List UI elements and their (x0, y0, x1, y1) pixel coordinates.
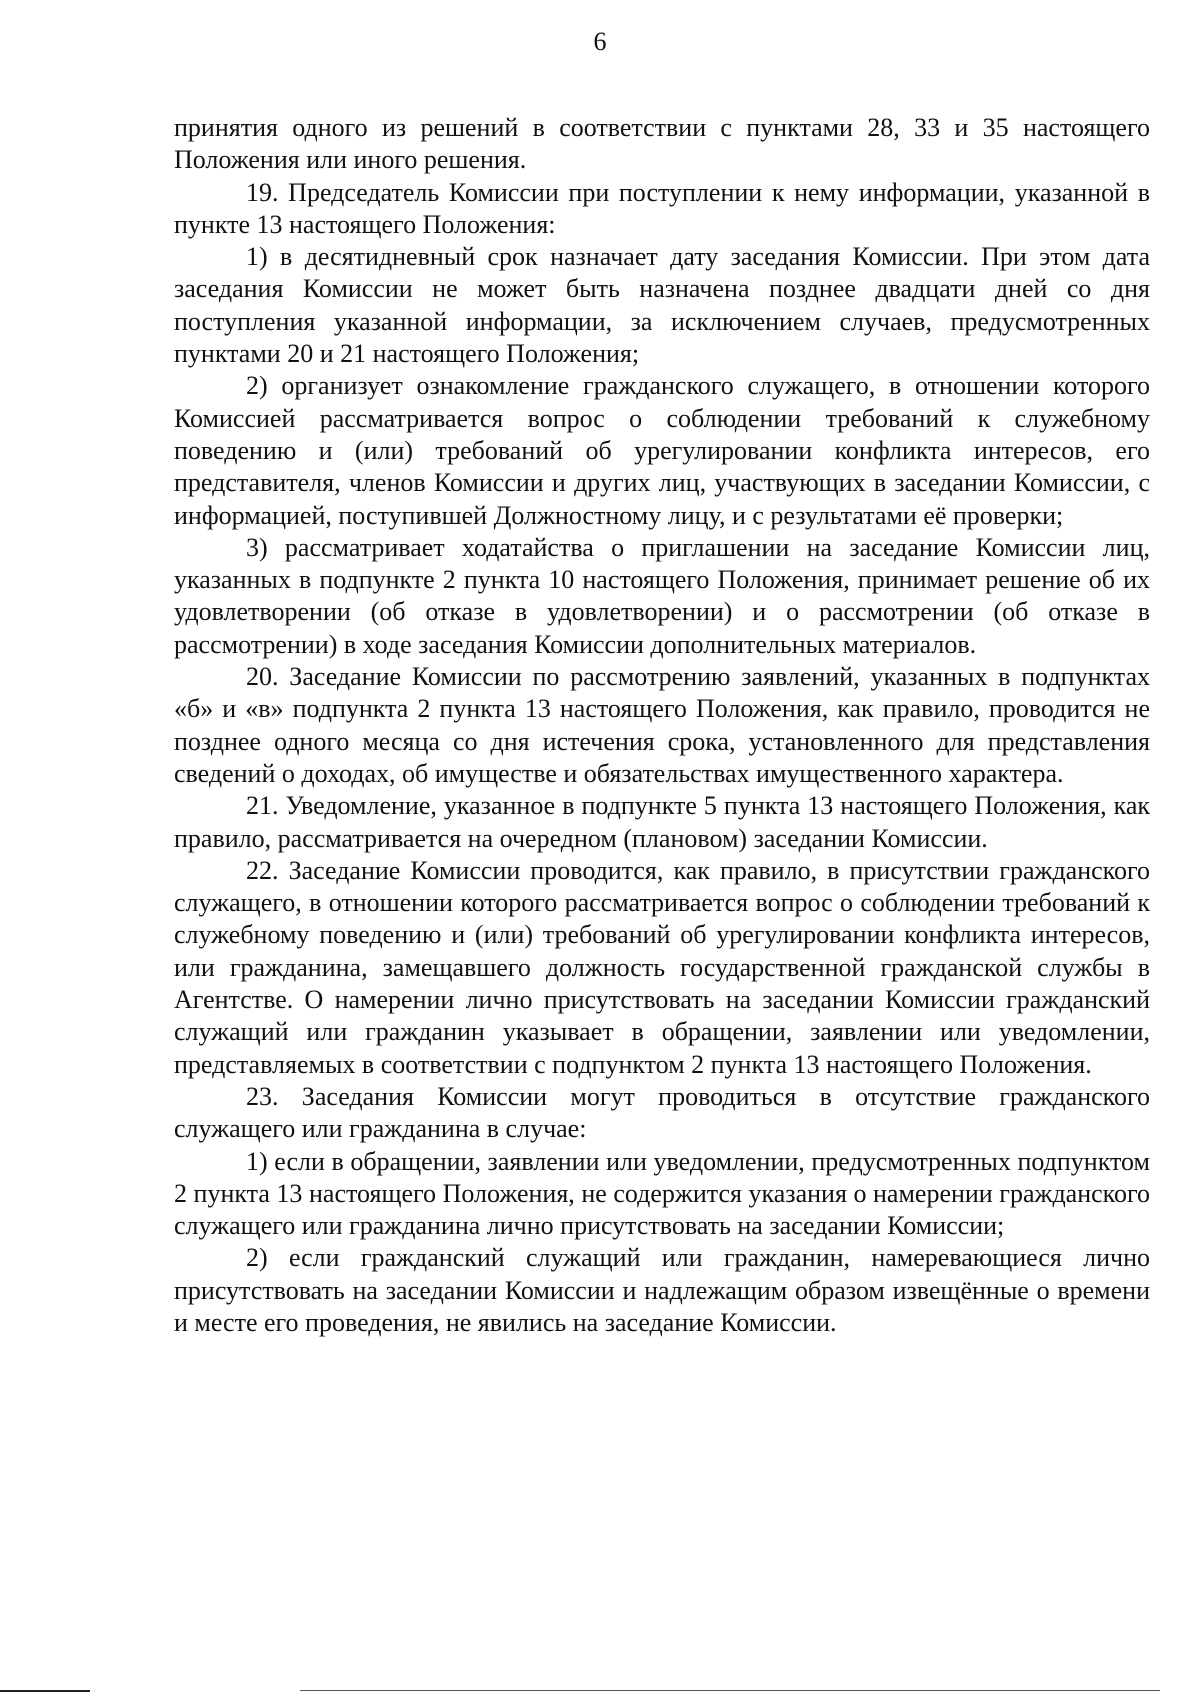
paragraph-20: 20. Заседание Комиссии по рассмотрению заявлений, указанных в подпунктах «б» и «в» подпункта 2 пункта 13 настоящего Положения, как правило, проводится не позднее одного месяца со дня истечения срока, установленного для представления сведений о доходах, об имуществе и обязательствах имущественного характера. (174, 662, 1150, 788)
document-body (174, 112, 1150, 1339)
paragraph-19-1: 1) в десятидневный срок назначает дату заседания Комиссии. При этом дата заседания Комиссии не может быть назначена позднее двадцати дней со дня поступления указанной информации, за исключением случаев, предусмотренных пунктами 20 и 21 настоящего Положения; (174, 242, 1150, 369)
paragraph-21: 21. Уведомление, указанное в подпункте 5 пункта 13 настоящего Положения, как правило, рассматривается на очередном (плановом) заседании Комиссии. (174, 791, 1150, 853)
paragraph-19: 19. Председатель Комиссии при поступлении к нему информации, указанной в пункте 13 настоящего Положения: (174, 177, 1150, 239)
paragraph-19-3: 3) рассматривает ходатайства о приглашении на заседание Комиссии лиц, указанных в подпункте 2 пункта 10 настоящего Положения, принимает решение об их удовлетворении (об отказе в удовлетворении) и о рассмотрении (об отказе в рассмотрении) в ходе заседания Комиссии дополнительных материалов. (174, 532, 1150, 659)
paragraph-continuation: принятия одного из решений в соответствии с пунктами 28, 33 и 35 настоящего Положения или иного решения. (174, 113, 1150, 175)
paragraph-19-2: 2) организует ознакомление гражданского служащего, в отношении которого Комиссией рассматривается вопрос о соблюдении требований к служебному поведению и (или) требований об урегулировании конфликта интересов, его представителя, членов Комиссии и других лиц, участвующих в заседании Комиссии, с информацией, поступившей Должностному лицу, и с результатами её проверки; (174, 371, 1150, 530)
scan-artifact-line (300, 1690, 1160, 1691)
paragraph-23: 23. Заседания Комиссии могут проводиться в отсутствие гражданского служащего или гражданина в случае: (174, 1081, 1150, 1144)
paragraph-23-1: 1) если в обращении, заявлении или уведомлении, предусмотренных подпунктом 2 пункта 13 настоящего Положения, не содержится указания о намерении гражданского служащего или гражданина лично присутствовать на заседании Комиссии; (174, 1146, 1150, 1241)
page-number: 6 (593, 27, 607, 56)
paragraph-22: 22. Заседание Комиссии проводится, как правило, в присутствии гражданского служащего, в отношении которого рассматривается вопрос о соблюдении требований к служебному поведению и (или) требований об урегулировании конфликта интересов, или гражданина, замещавшего должность государственной гражданской службы в Агентстве. О намерении лично присутствовать на заседании Комиссии гражданский служащий или гражданин указывает в обращении, заявлении или уведомлении, представляемых в соответствии с подпунктом 2 пункта 13 настоящего Положения. (174, 855, 1150, 1079)
paragraph-23-2: 2) если гражданский служащий или гражданин, намеревающиеся лично присутствовать на заседании Комиссии и надлежащим образом извещённые о времени и месте его проведения, не явились на заседание Комиссии. (174, 1243, 1150, 1337)
scan-artifact-line (0, 1690, 90, 1692)
